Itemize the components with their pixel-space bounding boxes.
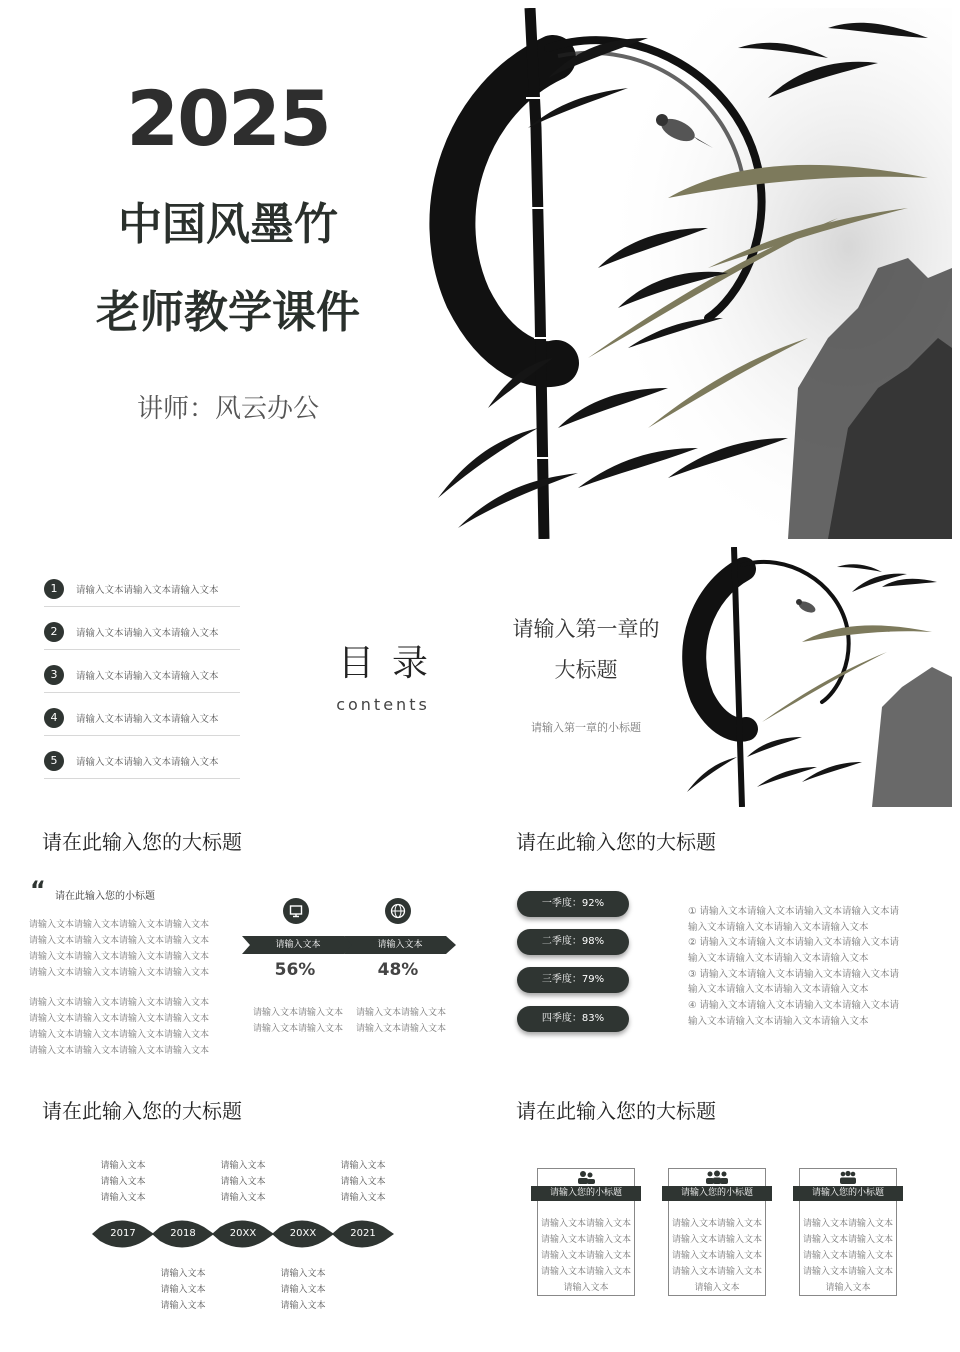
team-icon [838,1170,858,1184]
card-1-text: 请输入文本请输入文本 请输入文本请输入文本 请输入文本请输入文本 请输入文本请输入文本 请输入文本 [540,1219,631,1293]
quarter-pill-2: 二季度：98% [517,929,629,955]
monitor-icon [283,898,309,924]
cover-year: 2025 [126,74,330,163]
card-2-band: 请输入您的小标题 [662,1186,772,1201]
chapter-title [486,609,686,691]
card-3-band: 请输入您的小标题 [793,1186,903,1201]
toc-item-4[interactable] [44,706,240,736]
slide3-paragraph-2: 请输入文本请输入文本请输入文本请输入文本 请输入文本请输入文本请输入文本请输入文本 请输入文本请输入文本请输入文本请输入文本 请输入文本请输入文本请输入文本请输入文本 [29,998,210,1056]
chapter-title-line2: 大标题 [554,658,618,682]
toc-item-2[interactable] [44,620,240,650]
slide-cover [8,8,952,539]
toc-item-1[interactable] [44,577,240,607]
quarter-pill-1: 一季度：92% [517,891,629,917]
cover-title-line2: 老师教学课件 [96,287,360,338]
contents-subtitle: contents [336,695,430,714]
slide3-heading: 请在此输入您的大标题 [42,830,242,854]
numbered-line: ④ 请输入文本请输入文本请输入文本请输入文本请 [688,1000,900,1011]
stat-1-label: 请输入文本 [275,940,321,950]
timeline-bottom-text-1: 请输入文本 请输入文本 请输入文本 [160,1269,206,1311]
numbered-line: ① 请输入文本请输入文本请输入文本请输入文本请 [688,906,900,917]
toc-text: 请输入文本请输入文本请输入文本 [76,585,219,596]
timeline-year-4: 20XX [289,1228,317,1239]
toc-number: 5 [44,751,64,771]
timeline-year-2: 2018 [170,1228,196,1239]
toc-number: 2 [44,622,64,642]
group-icon [705,1170,729,1184]
stat-2-text: 请输入文本请输入文本 请输入文本请输入文本 [356,1008,447,1034]
slide6-heading: 请在此输入您的大标题 [516,1099,716,1123]
timeline-bottom-text-2: 请输入文本 请输入文本 请输入文本 [280,1269,326,1311]
contents-title: 目录 [337,643,446,684]
slide5-heading: 请在此输入您的大标题 [42,1099,242,1123]
bird-icon [796,599,817,615]
toc-number: 1 [44,579,64,599]
stat-2-value: 48% [377,960,419,980]
toc-item-5[interactable] [44,749,240,779]
card-1-band: 请输入您的小标题 [531,1186,641,1201]
timeline-top-text-2: 请输入文本 请输入文本 请输入文本 [220,1161,266,1203]
ink-bamboo-small-illustration [672,547,952,807]
slide4-heading: 请在此输入您的大标题 [516,830,716,854]
numbered-line: 输入文本请输入文本请输入文本请输入文本 [688,922,869,933]
quote-icon: “ [30,876,46,904]
timeline-top-text-3: 请输入文本 请输入文本 请输入文本 [340,1161,386,1203]
numbered-line: 输入文本请输入文本请输入文本请输入文本 [688,953,869,964]
toc-number: 3 [44,665,64,685]
chapter-subtitle: 请输入第一章的小标题 [531,721,641,734]
toc-item-3[interactable] [44,663,240,693]
cover-title-line1: 中国风墨竹 [118,199,338,250]
slide-contents [8,547,952,807]
numbered-line: 输入文本请输入文本请输入文本请输入文本 [688,1016,869,1027]
timeline-year-3: 20XX [229,1228,257,1239]
globe-icon [385,898,411,924]
toc-text: 请输入文本请输入文本请输入文本 [76,628,219,639]
toc-number: 4 [44,708,64,728]
card-3-text: 请输入文本请输入文本 请输入文本请输入文本 请输入文本请输入文本 请输入文本请输入文本 请输入文本 [802,1219,893,1293]
card-2-text: 请输入文本请输入文本 请输入文本请输入文本 请输入文本请输入文本 请输入文本请输入文本 请输入文本 [671,1219,762,1293]
timeline-year-1: 2017 [110,1228,136,1239]
toc-text: 请输入文本请输入文本请输入文本 [76,757,219,768]
slide3-paragraph-1: 请输入文本请输入文本请输入文本请输入文本 请输入文本请输入文本请输入文本请输入文本 请输入文本请输入文本请输入文本请输入文本 请输入文本请输入文本请输入文本请输入文本 [29,920,210,978]
cover-lecturer: 讲师：风云办公 [136,394,319,424]
quarter-pill-4: 四季度：83% [517,1006,629,1032]
slide3-subtitle: 请在此输入您的小标题 [55,891,155,902]
timeline-year-5: 2021 [350,1228,376,1239]
quarter-pill-3: 三季度：79% [517,967,629,993]
numbered-line: ② 请输入文本请输入文本请输入文本请输入文本请 [688,937,900,948]
timeline-top-text-1: 请输入文本 请输入文本 请输入文本 [100,1161,146,1203]
ink-bamboo-illustration [408,8,952,539]
toc-text: 请输入文本请输入文本请输入文本 [76,671,219,682]
people-icon [576,1170,596,1184]
numbered-line: ③ 请输入文本请输入文本请输入文本请输入文本请 [688,969,900,980]
numbered-line: 输入文本请输入文本请输入文本请输入文本 [688,984,869,995]
stat-1-text: 请输入文本请输入文本 请输入文本请输入文本 [253,1008,344,1034]
chapter-title-line1: 请输入第一章的 [512,617,660,641]
stat-1-value: 56% [274,960,316,980]
toc-text: 请输入文本请输入文本请输入文本 [76,714,219,725]
stat-2-label: 请输入文本 [377,940,423,950]
